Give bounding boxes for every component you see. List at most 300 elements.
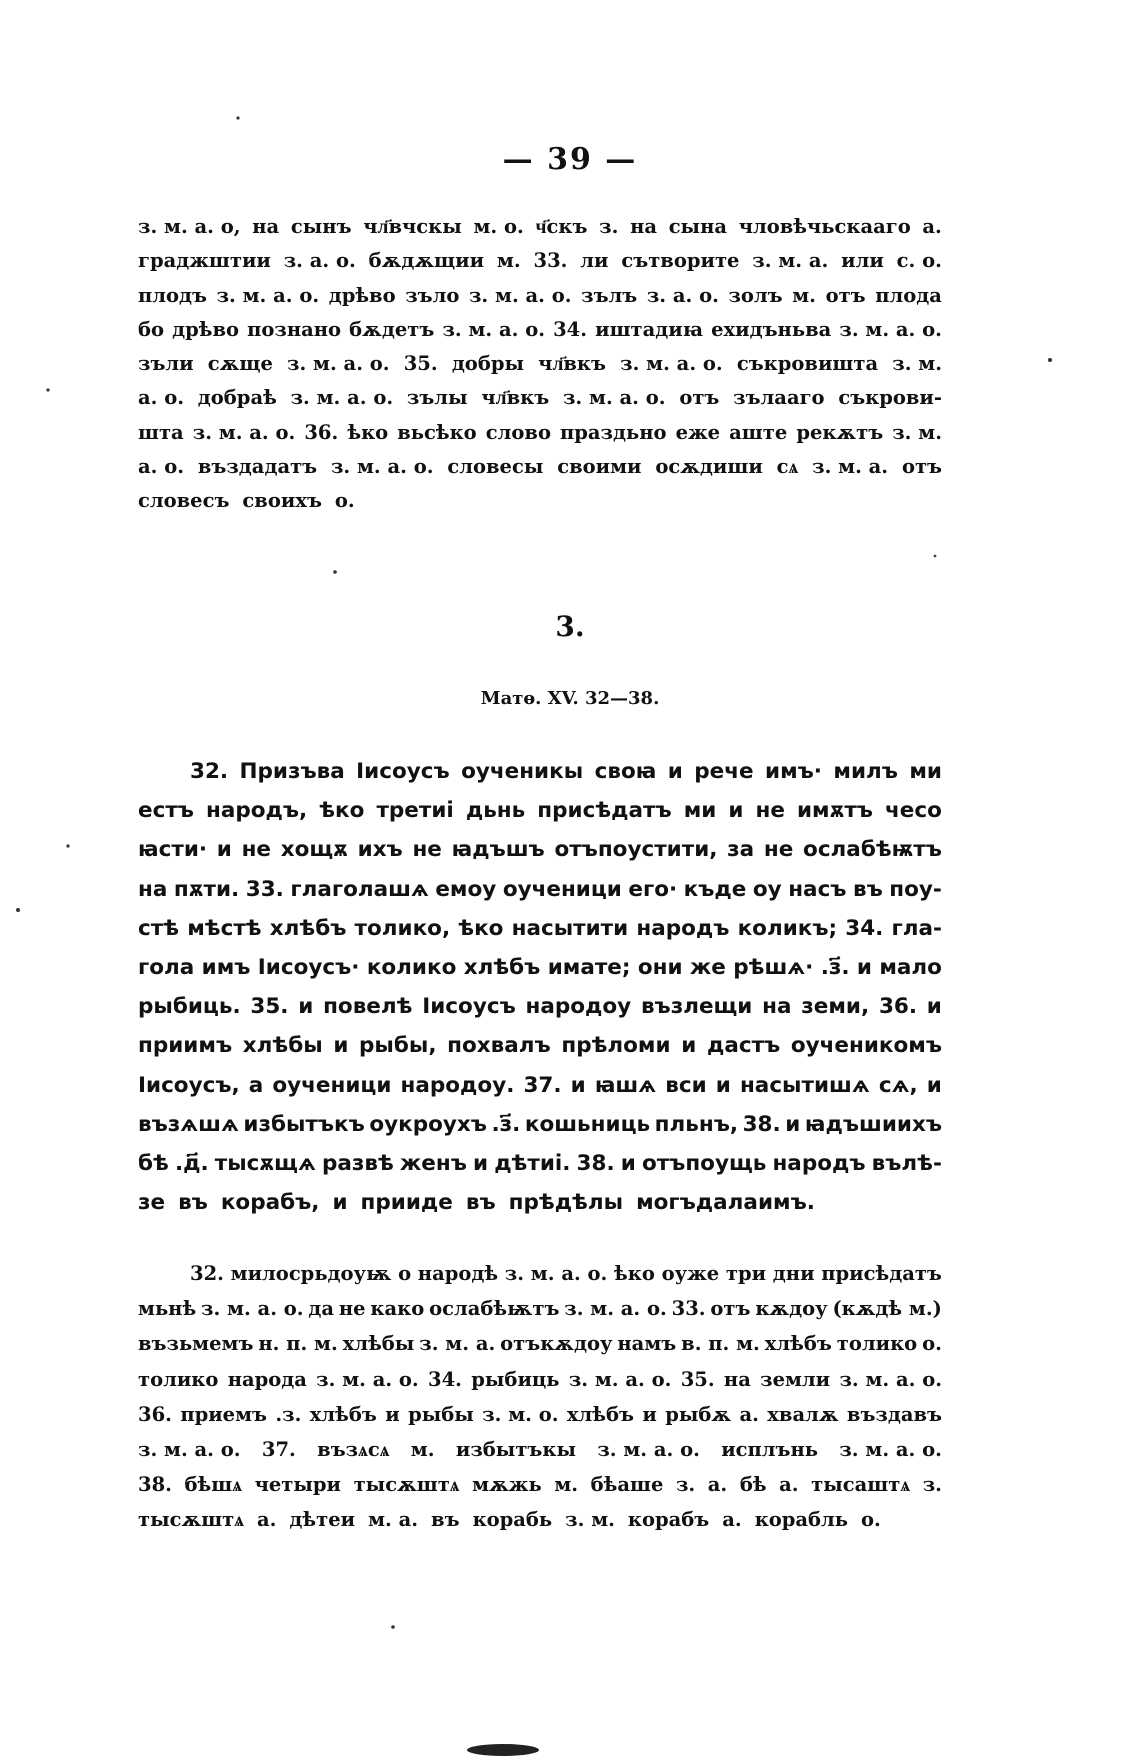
word: чл҃вкъ (538, 352, 606, 376)
word: отъ (679, 386, 720, 410)
word: з. м. а. о. (839, 317, 942, 341)
word: ч҃скъ (535, 215, 588, 238)
word: прииде (360, 1190, 453, 1216)
word: 37. (261, 1438, 296, 1462)
word: чл҃вчскы (363, 215, 462, 238)
word: за (727, 837, 755, 863)
word: зъло (405, 283, 460, 307)
word: бѫдѫщии (368, 249, 485, 273)
word: ꙗдъшиихъ (804, 1111, 942, 1137)
word: 35. (250, 994, 289, 1020)
word: тысѫштѧ (138, 1508, 244, 1532)
word: познано (247, 317, 342, 341)
word: възьмемъ (138, 1332, 254, 1356)
word: отъпоустити, (554, 837, 718, 863)
word: пльнъ, (654, 1111, 739, 1137)
word: чесо (885, 798, 942, 824)
word: и (667, 759, 683, 784)
word: и (385, 1402, 400, 1426)
word: отъкѫдоу (500, 1332, 613, 1356)
text-line (138, 830, 942, 869)
word: възѧшѧ (138, 1111, 239, 1137)
word: еже (675, 420, 721, 444)
word: корабъ (627, 1508, 710, 1532)
word: своими (557, 455, 642, 479)
word: емоу (435, 876, 497, 902)
word: имѫтъ (796, 798, 873, 824)
word: корабь (472, 1508, 553, 1532)
word: корабъ, (220, 1190, 320, 1216)
word: з. м. а. о. (564, 1297, 667, 1321)
section-number: 3. (555, 610, 585, 643)
word: или (841, 249, 884, 273)
word: колико (366, 955, 457, 981)
word: ми (683, 798, 717, 824)
word: з. м. а. о. (138, 1438, 241, 1462)
word: з. м. а. о. (504, 1262, 608, 1285)
word: .з҃. (820, 955, 850, 981)
word: 35. (680, 1367, 715, 1391)
word: чловѣчьскааго (738, 215, 911, 238)
word: 32. (190, 759, 229, 784)
word: оученици (502, 876, 622, 902)
text-line (138, 752, 942, 791)
word: хлѣбъ (463, 955, 541, 981)
word: бо (138, 317, 165, 341)
word: а. (922, 215, 942, 238)
word: насытити (511, 915, 629, 941)
text-line (138, 381, 942, 415)
word: гола (138, 955, 195, 981)
word: 32. (190, 1262, 224, 1285)
text-line (138, 1432, 942, 1467)
word: а. (256, 1508, 277, 1532)
word: 35. (403, 352, 438, 376)
word: и (926, 994, 942, 1020)
word: къде (683, 876, 747, 902)
word: м. (792, 283, 816, 307)
word: на (630, 215, 657, 238)
word: ѣко (319, 798, 365, 824)
word: народоу. (400, 1072, 515, 1098)
word: земи, (801, 994, 870, 1020)
word: глаголашѧ (290, 876, 429, 902)
word: рекѫтъ (796, 420, 884, 444)
word: з. м. а. о. (330, 455, 434, 479)
word: како (370, 1297, 425, 1321)
word: съкрови- (838, 386, 942, 410)
word: въ (852, 876, 883, 902)
word: .з. (275, 1402, 302, 1426)
word: з. м. а. о. (316, 1367, 419, 1391)
word: прѣломи (561, 1033, 671, 1059)
word: зълы (406, 386, 468, 410)
word: да (308, 1297, 335, 1321)
word: сѫще (207, 352, 273, 376)
word: толико (138, 1367, 219, 1391)
word: 38. (742, 1111, 781, 1137)
word: и (856, 955, 872, 981)
word: добраѣ (197, 386, 277, 410)
word: а. (707, 1473, 728, 1497)
word: .з҃. (491, 1111, 521, 1137)
word: з. (599, 215, 619, 238)
word: въ (431, 1508, 460, 1532)
word: з. м. а. о. (839, 1367, 942, 1391)
text-line (138, 1326, 942, 1361)
word: плодъ (138, 283, 207, 307)
word: з. м. а. о. (287, 352, 390, 376)
word: ихъ (357, 837, 403, 863)
word: слово (485, 420, 551, 444)
word: и (785, 1111, 801, 1137)
word: прѣдѣлы (508, 1190, 624, 1216)
word: народоу (525, 994, 632, 1020)
word: тысѫщѧ (214, 1151, 316, 1177)
text-line (138, 1291, 942, 1326)
word: похвалъ (447, 1033, 551, 1059)
word: з. м. а. о. (192, 420, 296, 444)
word: 36. (138, 1402, 172, 1426)
word: четыри (254, 1473, 341, 1497)
word: народѣ (417, 1262, 499, 1285)
text-line (138, 1066, 942, 1105)
word: бѣ (739, 1473, 767, 1497)
word: 38. (576, 1151, 615, 1177)
word: ѣко (614, 1262, 655, 1285)
word: тысаштѧ (811, 1473, 911, 1497)
word: бѫдетъ (349, 317, 435, 341)
section-reference: Матѳ. XV. 32—38. (480, 688, 660, 709)
word: а (248, 1072, 264, 1098)
word: отъ (710, 1297, 751, 1321)
word: и (728, 798, 744, 824)
text-line (138, 313, 942, 347)
word: и (926, 1072, 942, 1098)
word: дьнь (465, 798, 526, 824)
word: имате; (547, 955, 631, 981)
word: о. (922, 1332, 942, 1356)
word: могъдалаимъ. (636, 1190, 815, 1216)
word: дастъ (706, 1033, 781, 1059)
main-slavonic-text (138, 752, 942, 1222)
word: з. м. (892, 420, 942, 444)
word: и (570, 1072, 586, 1098)
word: въздавъ (846, 1402, 942, 1426)
word: 38. (138, 1473, 172, 1497)
word: корабль (754, 1508, 849, 1532)
word: з. м. а. о. (442, 317, 545, 341)
word: ослабѣѭтъ (803, 837, 942, 863)
word: з. м. а. о. (620, 352, 723, 376)
text-line (138, 1105, 942, 1144)
word: имъ· (765, 759, 822, 784)
word: н. п. м. (258, 1332, 338, 1356)
word: Ӏисоусъ· (257, 955, 360, 981)
word: дѣтеи (289, 1508, 356, 1532)
word: хвалѫ (767, 1402, 839, 1426)
word: въздадатъ (197, 455, 318, 479)
word: земли (760, 1367, 831, 1391)
word: женъ (399, 1151, 467, 1177)
text-line (138, 1183, 942, 1222)
word: они (637, 955, 683, 981)
text-line (138, 1362, 942, 1397)
word: бѣаше (590, 1473, 664, 1497)
word: з. м. а. о. (216, 283, 320, 307)
word: вълѣ- (871, 1151, 942, 1177)
word: з. м. а. о, (138, 215, 241, 238)
word: а. (739, 1402, 759, 1426)
word: аште (729, 420, 788, 444)
word: на (252, 215, 280, 238)
word: в. п. м. (681, 1332, 760, 1356)
word: м. а. (368, 1508, 419, 1532)
word: з. м. а. о. (468, 283, 572, 307)
word: сѧ, (878, 1072, 918, 1098)
word: 36. (304, 420, 339, 444)
word: дѣтиі. (494, 1151, 571, 1177)
word: иштадиꙗ (595, 317, 703, 341)
word: дрѣво (172, 317, 240, 341)
word: м. (496, 249, 521, 273)
word: на (138, 876, 168, 902)
word: Ӏисоусъ, (138, 1072, 240, 1098)
word: добры (451, 352, 525, 376)
word: Ӏисоусъ (356, 759, 450, 784)
word: зъли (138, 352, 194, 376)
text-line (138, 484, 942, 518)
word: не (338, 1297, 366, 1321)
word: вси (665, 1072, 707, 1098)
text-line (138, 909, 942, 948)
word: не (241, 837, 271, 863)
word: отъпоущь (641, 1151, 767, 1177)
word: м. о. (473, 215, 524, 238)
word: 33. (533, 249, 568, 273)
word: зе (138, 1190, 166, 1216)
word: и (715, 1072, 731, 1098)
word: и (681, 1033, 697, 1059)
word: 33. (245, 876, 284, 902)
text-line (138, 279, 942, 313)
word: и (620, 1151, 636, 1177)
word: милосрьдоуѭ (230, 1262, 392, 1285)
variant-apparatus-top (138, 210, 942, 519)
word: своꙗ (594, 759, 657, 784)
text-line (138, 1026, 942, 1065)
word: избытъкы (455, 1438, 576, 1462)
word: имъ (201, 955, 251, 981)
word: з. м. а. о. (839, 1438, 942, 1462)
word: бѣшѧ (184, 1473, 242, 1497)
word: отъ (825, 283, 866, 307)
word: оуже (661, 1262, 720, 1285)
word: зълааго (733, 386, 825, 410)
text-line (138, 870, 942, 909)
word: праздьно (560, 420, 667, 444)
word: Призъва (239, 759, 345, 784)
word: мѣстѣ (187, 915, 262, 941)
word: вьсѣко (397, 420, 477, 444)
word: оученикы (461, 759, 584, 784)
word: и (642, 1402, 657, 1426)
word: бѣ (138, 1151, 169, 1177)
word: оученикомъ (790, 1033, 942, 1059)
word: ослабѣѭтъ (429, 1297, 560, 1321)
word: народъ (636, 915, 730, 941)
word: мало (879, 955, 942, 981)
text-line (138, 1256, 942, 1291)
word: м. (410, 1438, 435, 1462)
word: ѣко (347, 420, 389, 444)
word: отъ (901, 455, 942, 479)
word: шта (138, 420, 184, 444)
word: народа (227, 1367, 307, 1391)
word: хлѣбъ (566, 1402, 634, 1426)
word: гла- (891, 915, 942, 941)
word: на (762, 994, 792, 1020)
word: з. м. а. (752, 249, 829, 273)
word: а. (722, 1508, 742, 1532)
word: хлѣбъ (309, 1402, 377, 1426)
word: насъ (788, 876, 847, 902)
word: рече (694, 759, 754, 784)
word: о. (861, 1508, 881, 1532)
word: же (689, 955, 726, 981)
word: оу (752, 876, 782, 902)
word: чл҃вкъ (481, 386, 550, 410)
word: и (333, 1033, 349, 1059)
word: и (473, 1151, 489, 1177)
word: 37. (523, 1072, 562, 1098)
word: з. м. (565, 1508, 615, 1532)
word: избытъкъ (243, 1111, 365, 1137)
word: възлещи (640, 994, 753, 1020)
word: кошьниць (524, 1111, 651, 1137)
text-line (138, 1397, 942, 1432)
word: насытишѧ (739, 1072, 870, 1098)
text-line (138, 244, 942, 278)
word: сынъ (290, 215, 352, 238)
word: не (763, 837, 794, 863)
word: естъ (138, 798, 194, 824)
word: з. м. а. о. (597, 1438, 700, 1462)
word: м. (554, 1473, 579, 1497)
word: пѫти. (173, 876, 240, 902)
word: а. о. (138, 455, 185, 479)
word: намъ (617, 1332, 677, 1356)
word: мѫжь (472, 1473, 542, 1497)
word: исплънь (721, 1438, 819, 1462)
word: повелѣ (323, 994, 413, 1020)
word: 34. (845, 915, 884, 941)
word: и (298, 994, 314, 1020)
word: ꙗшѧ (594, 1072, 657, 1098)
word: Ӏисоусъ (422, 994, 516, 1020)
word: възѧсѧ (317, 1438, 390, 1462)
word: и (332, 1190, 348, 1216)
word: ꙗсти· (138, 837, 208, 863)
word: дрѣво (328, 283, 396, 307)
word: з. м. а. (812, 455, 889, 479)
word: з. м. а. о. (201, 1297, 304, 1321)
word: хлѣбъ (269, 915, 347, 941)
word: хлѣбъ (764, 1332, 832, 1356)
variant-apparatus-bottom (138, 1256, 942, 1538)
word: стѣ (138, 915, 180, 941)
word: на (723, 1367, 751, 1391)
word: ѣко (458, 915, 504, 941)
word: ли (580, 249, 609, 273)
word: з. м. а. о. (562, 386, 666, 410)
word: з. м. а. (419, 1332, 496, 1356)
word: з. м. о. (482, 1402, 559, 1426)
text-line (138, 210, 942, 244)
text-line (138, 987, 942, 1026)
word: граджштии (138, 249, 271, 273)
word: его· (628, 876, 678, 902)
word: рѣшѧ· (733, 955, 814, 981)
word: третиі (376, 798, 454, 824)
word: з. м. (892, 352, 942, 376)
word: хлѣбы (242, 1033, 323, 1059)
word: хощѫ (280, 837, 348, 863)
word: съкровишта (736, 352, 879, 376)
text-line (138, 1467, 942, 1502)
word: толико, (354, 915, 451, 941)
word: толико (836, 1332, 918, 1356)
word: приемъ (180, 1402, 267, 1426)
word: оученици (272, 1072, 392, 1098)
word: ми (909, 759, 942, 784)
word: рыбы (408, 1402, 474, 1426)
word: з. м. а. о. (568, 1367, 672, 1391)
word: словесъ (138, 489, 230, 513)
word: 36. (878, 994, 918, 1020)
word: рыбы, (359, 1033, 437, 1059)
word: милъ (833, 759, 898, 784)
word: зълъ (581, 283, 638, 307)
word: 34. (553, 317, 588, 341)
word: развѣ (321, 1151, 394, 1177)
word: з. (922, 1473, 942, 1497)
page-number: — 39 — (502, 142, 638, 177)
word: своихъ (242, 489, 322, 513)
text-line (138, 1144, 942, 1183)
word: словесы (447, 455, 544, 479)
word: ꙗдъшъ (451, 837, 545, 863)
text-line (138, 347, 942, 381)
word: плода (875, 283, 942, 307)
word: не (755, 798, 785, 824)
word: рыбѫ (665, 1402, 732, 1426)
word: тысѫштѧ (353, 1473, 460, 1497)
word: рыбиць. (138, 994, 241, 1020)
word: з. а. о. (283, 249, 356, 273)
word: о (398, 1262, 412, 1285)
word: з. м. а. о. (290, 386, 394, 410)
text-line (138, 450, 942, 484)
word: присѣдатъ (821, 1262, 942, 1285)
word: сына (668, 215, 728, 238)
word: кѫдоу (755, 1297, 828, 1321)
text-line (138, 791, 942, 830)
word: и (216, 837, 232, 863)
word: дни (772, 1262, 815, 1285)
word: приимъ (138, 1033, 233, 1059)
word: три (725, 1262, 767, 1285)
